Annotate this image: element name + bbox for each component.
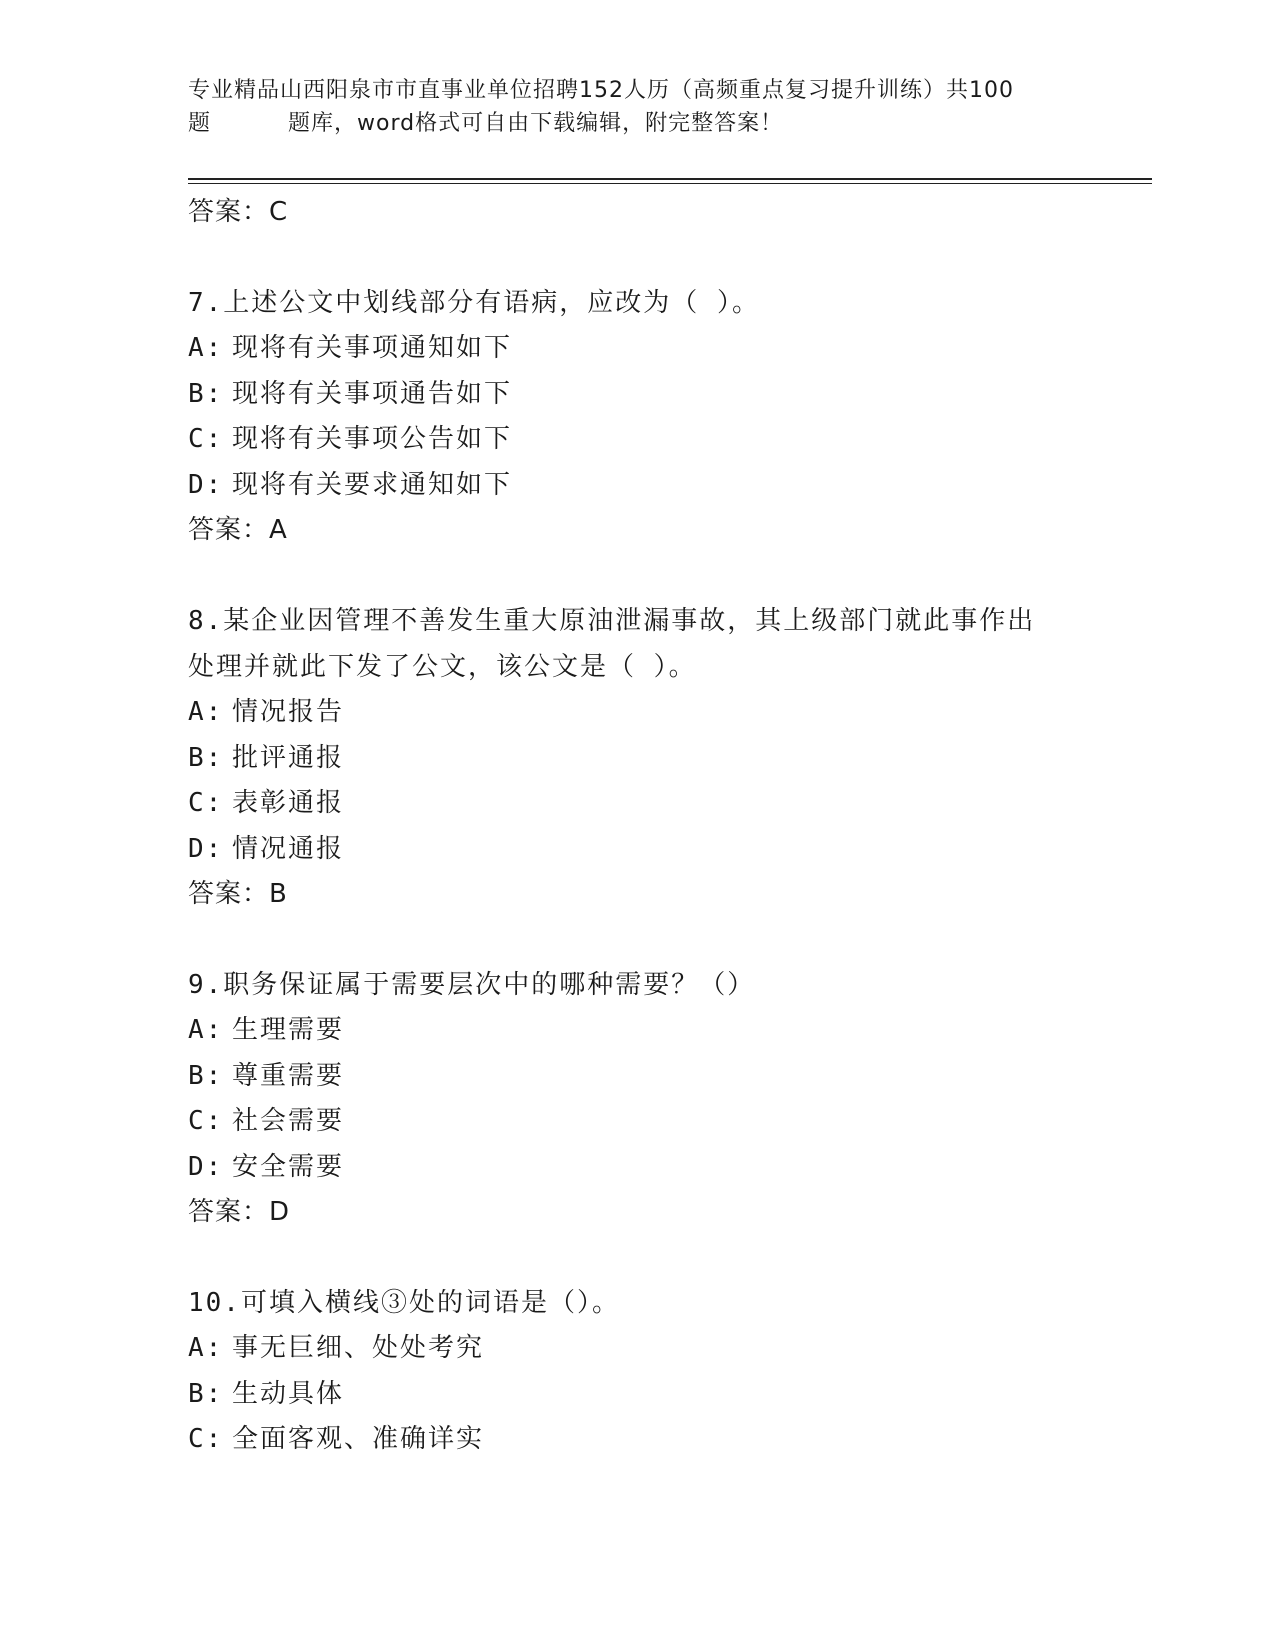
option-b [188,736,1148,782]
option-c [188,417,1148,463]
option-letter: A: [188,333,224,363]
spacer [188,552,1148,598]
option-text: 现将有关要求通知如下 [232,469,513,500]
option-letter: C: [188,424,224,454]
option-text: 情况报告 [232,697,345,727]
question-text: 7.上述公文中划线部分有语病，应改为（ ）。 [188,288,760,318]
option-letter: D: [188,1151,224,1182]
option-text: 社会需要 [232,1106,345,1136]
option-letter: A: [188,697,224,727]
header-line-1: 专业精品山西阳泉市市直事业单位招聘152人历（高频重点复习提升训练）共100 [188,78,1014,103]
option-a [188,1008,1148,1054]
document-header [188,74,1088,140]
spacer [188,234,1148,280]
option-c [188,1099,1148,1145]
question-block [188,962,1148,1234]
answer-line: 答案：B [188,879,288,909]
option-letter: A: [188,1015,224,1045]
option-letter: B: [188,1060,224,1091]
option-d [188,463,1148,509]
option-c [188,781,1148,827]
option-letter: B: [188,742,224,773]
header-line-2-right: 题库，word格式可自由下载编辑，附完整答案！ [288,111,784,136]
option-b [188,1372,1148,1418]
option-text: 现将有关事项公告如下 [232,424,513,454]
option-letter: D: [188,833,224,864]
option-d [188,1145,1148,1191]
option-text: 表彰通报 [232,788,345,818]
option-b [188,1054,1148,1100]
option-letter: C: [188,1106,224,1136]
option-text: 情况通报 [232,833,345,864]
option-text: 事无巨细、处处考究 [232,1333,485,1363]
option-a [188,690,1148,736]
header-line-2-left: 题 [188,111,212,136]
option-letter: B: [188,1378,224,1409]
option-letter: C: [188,788,224,818]
header-divider-thick [188,178,1152,180]
option-c [188,1417,1148,1463]
spacer [188,1234,1148,1280]
option-letter: B: [188,378,224,409]
question-content [188,190,1148,1463]
option-a [188,326,1148,372]
header-line-2 [188,107,1088,140]
question-block [188,598,1148,916]
question-block [188,1280,1148,1463]
option-letter: D: [188,469,224,500]
answer-line: 答案：C [188,197,289,227]
spacer [188,916,1148,962]
question-text: 8.某企业因管理不善发生重大原油泄漏事故，其上级部门就此事作出 [188,606,1036,636]
option-text: 现将有关事项通告如下 [232,378,513,409]
option-d [188,827,1148,873]
option-text: 安全需要 [232,1151,345,1182]
option-letter: A: [188,1333,224,1363]
option-text: 生理需要 [232,1015,345,1045]
option-text: 现将有关事项通知如下 [232,333,513,363]
header-divider-thin [188,183,1152,184]
question-text-continued: 处理并就此下发了公文，该公文是（ ）。 [188,652,697,682]
option-text: 生动具体 [232,1378,345,1409]
option-text: 尊重需要 [232,1060,345,1091]
question-text: 9.职务保证属于需要层次中的哪种需要？（） [188,970,756,1000]
answer-line: 答案：A [188,515,288,545]
option-text: 全面客观、准确详实 [232,1424,485,1454]
option-a [188,1326,1148,1372]
option-b [188,372,1148,418]
question-block [188,280,1148,552]
option-letter: C: [188,1424,224,1454]
answer-line: 答案：D [188,1197,291,1227]
option-text: 批评通报 [232,742,345,773]
question-text: 10.可填入横线③处的词语是（）。 [188,1288,620,1318]
